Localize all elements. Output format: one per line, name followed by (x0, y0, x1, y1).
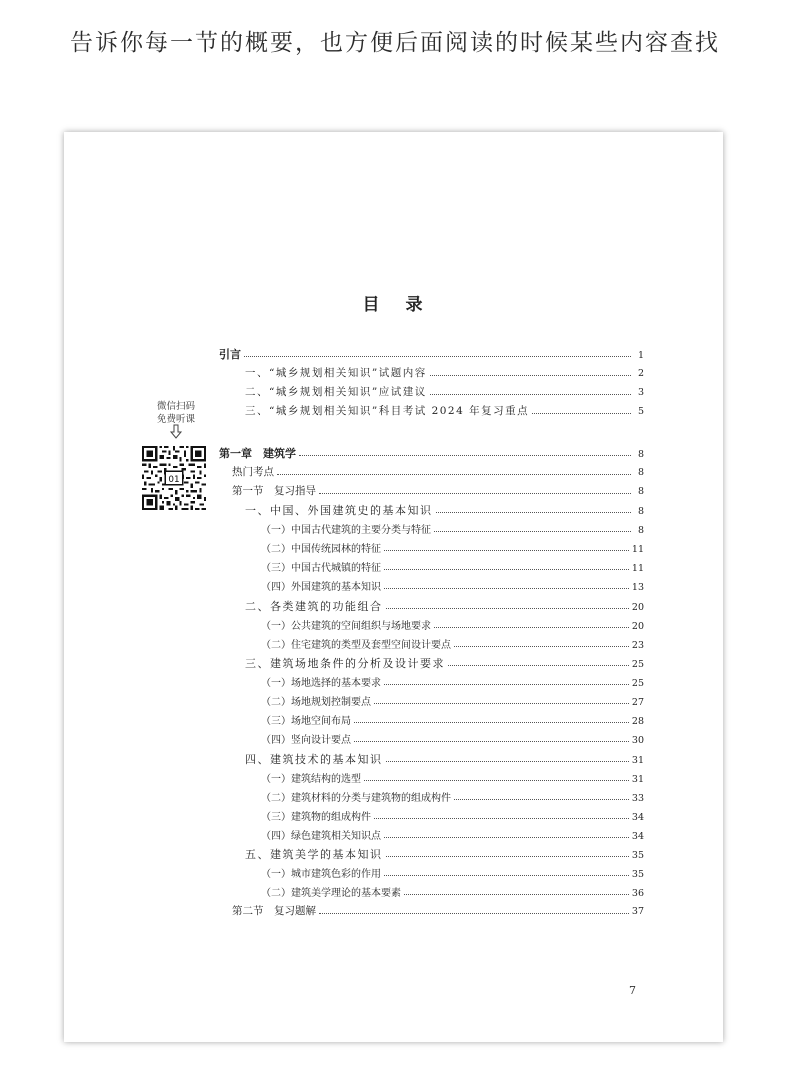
toc-entry-label: （四）绿色建筑相关知识点 (261, 831, 381, 842)
leader-dots (454, 646, 629, 647)
toc-entry-label: 第一节 复习指导 (232, 485, 316, 497)
toc-entry-page: 34 (631, 831, 644, 842)
leader-dots (364, 780, 629, 781)
leader-dots (374, 818, 629, 819)
toc-entry[interactable] (261, 617, 644, 633)
toc-entry[interactable] (261, 865, 644, 881)
toc-entry-page: 20 (631, 621, 644, 632)
leader-dots (434, 627, 629, 628)
toc-entry-page: 35 (631, 869, 644, 880)
toc-entry-page: 1 (637, 350, 644, 361)
leader-dots (319, 913, 629, 914)
table-of-contents (64, 132, 723, 1042)
toc-entry[interactable] (245, 846, 644, 862)
toc-entry[interactable] (245, 365, 644, 381)
toc-entry[interactable] (261, 731, 644, 747)
toc-entry-label: 第二节 复习题解 (232, 905, 316, 917)
toc-entry-page: 13 (631, 582, 644, 593)
toc-entry[interactable] (261, 674, 644, 690)
toc-entry-label: 二、各类建筑的功能组合 (245, 600, 383, 613)
toc-entry-chapter[interactable] (219, 445, 644, 461)
toc-entry-page: 30 (631, 735, 644, 746)
toc-entry-page: 23 (631, 640, 644, 651)
toc-entry-label: （三）场地空间布局 (261, 716, 351, 727)
leader-dots (386, 761, 629, 762)
toc-entry-label: 三、建筑场地条件的分析及设计要求 (245, 657, 445, 670)
toc-entry-label: （二）建筑美学理论的基本要素 (261, 888, 401, 899)
toc-entry-label: （二）中国传统园林的特征 (261, 544, 381, 555)
toc-entry-label: 五、建筑美学的基本知识 (245, 848, 383, 861)
leader-dots (430, 394, 631, 395)
toc-entry-label: （三）中国古代城镇的特征 (261, 563, 381, 574)
toc-entry-label: （四）竖向设计要点 (261, 735, 351, 746)
leader-dots (354, 741, 629, 742)
toc-entry-label: 热门考点 (232, 466, 274, 478)
toc-entry-label: （一）公共建筑的空间组织与场地要求 (261, 621, 431, 632)
toc-entry[interactable] (261, 540, 644, 556)
toc-entry[interactable] (245, 403, 644, 419)
leader-dots (384, 837, 629, 838)
toc-entry-page: 3 (637, 387, 644, 398)
toc-entry-label: （一）城市建筑色彩的作用 (261, 869, 381, 880)
leader-dots (244, 356, 631, 357)
toc-entry-page: 11 (631, 563, 644, 574)
toc-entry-label: 三、“城乡规划相关知识”科目考试 2024 年复习重点 (245, 405, 530, 417)
toc-entry[interactable] (261, 636, 644, 652)
toc-entry[interactable] (261, 712, 644, 728)
toc-entry[interactable] (245, 502, 644, 518)
banner-caption: 告诉你每一节的概要，也方便后面阅读的时候某些内容查找 (70, 30, 720, 56)
page-number: 7 (629, 984, 636, 997)
toc-entry-section[interactable] (232, 483, 644, 499)
toc-entry[interactable] (245, 751, 644, 767)
toc-entry[interactable] (261, 693, 644, 709)
toc-entry-label: （二）场地规划控制要点 (261, 697, 371, 708)
toc-entry-page: 8 (637, 525, 644, 536)
toc-entry-label: （一）建筑结构的选型 (261, 774, 361, 785)
toc-entry[interactable] (219, 346, 644, 362)
leader-dots (299, 455, 631, 456)
toc-entry-section[interactable] (232, 903, 644, 919)
toc-entry-label: （二）住宅建筑的类型及套型空间设计要点 (261, 640, 451, 651)
toc-entry-page: 31 (631, 755, 644, 766)
toc-entry[interactable] (261, 559, 644, 575)
toc-entry[interactable] (261, 521, 644, 537)
toc-entry[interactable] (245, 384, 644, 400)
qr-code-number: 01 (168, 474, 180, 485)
toc-entry-page: 25 (631, 659, 644, 670)
toc-entry-page: 8 (637, 449, 644, 460)
leader-dots (319, 493, 631, 494)
leader-dots (384, 588, 629, 589)
toc-entry-page: 8 (637, 467, 644, 478)
leader-dots (384, 875, 629, 876)
toc-entry-page: 11 (631, 544, 644, 555)
leader-dots (532, 413, 631, 414)
toc-entry-label: 四、建筑技术的基本知识 (245, 753, 383, 766)
toc-entry[interactable] (261, 884, 644, 900)
toc-entry-label: 二、“城乡规划相关知识”应试建议 (245, 386, 427, 398)
toc-entry-page: 5 (637, 406, 644, 417)
toc-entry[interactable] (261, 827, 644, 843)
toc-entry-page: 20 (631, 602, 644, 613)
qr-caption-line-1: 微信扫码 (156, 401, 195, 412)
toc-entry-page: 28 (631, 716, 644, 727)
toc-entry-page: 34 (631, 812, 644, 823)
toc-entry[interactable] (261, 578, 644, 594)
toc-title-char-1: 目 (362, 295, 382, 315)
leader-dots (354, 722, 629, 723)
toc-entry-label: 一、“城乡规划相关知识”试题内容 (245, 367, 427, 379)
document-page (64, 132, 723, 1042)
toc-title-char-2: 录 (405, 295, 425, 315)
leader-dots (384, 684, 629, 685)
leader-dots (277, 474, 631, 475)
leader-dots (384, 550, 629, 551)
toc-entry-label: 引言 (219, 348, 241, 361)
leader-dots (448, 665, 629, 666)
toc-entry-label: （一）场地选择的基本要求 (261, 678, 381, 689)
toc-entry-label: 一、中国、外国建筑史的基本知识 (245, 504, 433, 517)
toc-entry-page: 8 (637, 486, 644, 497)
toc-entry[interactable] (261, 808, 644, 824)
toc-entry-label: （一）中国古代建筑的主要分类与特征 (261, 525, 431, 536)
leader-dots (386, 608, 629, 609)
toc-entry-page: 27 (631, 697, 644, 708)
toc-entry[interactable] (232, 464, 644, 480)
toc-entry[interactable] (245, 598, 644, 614)
leader-dots (404, 894, 629, 895)
leader-dots (436, 512, 632, 513)
toc-entry-page: 33 (631, 793, 644, 804)
toc-entry-page: 36 (631, 888, 644, 899)
toc-entry-page: 31 (631, 774, 644, 785)
qr-caption-line-2: 免费听课 (156, 414, 195, 425)
leader-dots (434, 531, 631, 532)
toc-entry-label: （四）外国建筑的基本知识 (261, 582, 381, 593)
toc-entry[interactable] (261, 770, 644, 786)
leader-dots (384, 569, 629, 570)
toc-entry-page: 25 (631, 678, 644, 689)
toc-entry-page: 2 (637, 368, 644, 379)
toc-entry-page: 37 (631, 906, 644, 917)
leader-dots (454, 799, 629, 800)
toc-entry-page: 35 (631, 850, 644, 861)
toc-entry-label: （三）建筑物的组成构件 (261, 812, 371, 823)
toc-entry[interactable] (245, 655, 644, 671)
toc-entry-page: 8 (637, 506, 644, 517)
toc-entry[interactable] (261, 789, 644, 805)
leader-dots (374, 703, 629, 704)
toc-entry-label: 第一章 建筑学 (219, 447, 296, 460)
leader-dots (386, 856, 629, 857)
leader-dots (430, 375, 631, 376)
toc-entry-label: （二）建筑材料的分类与建筑物的组成构件 (261, 793, 451, 804)
